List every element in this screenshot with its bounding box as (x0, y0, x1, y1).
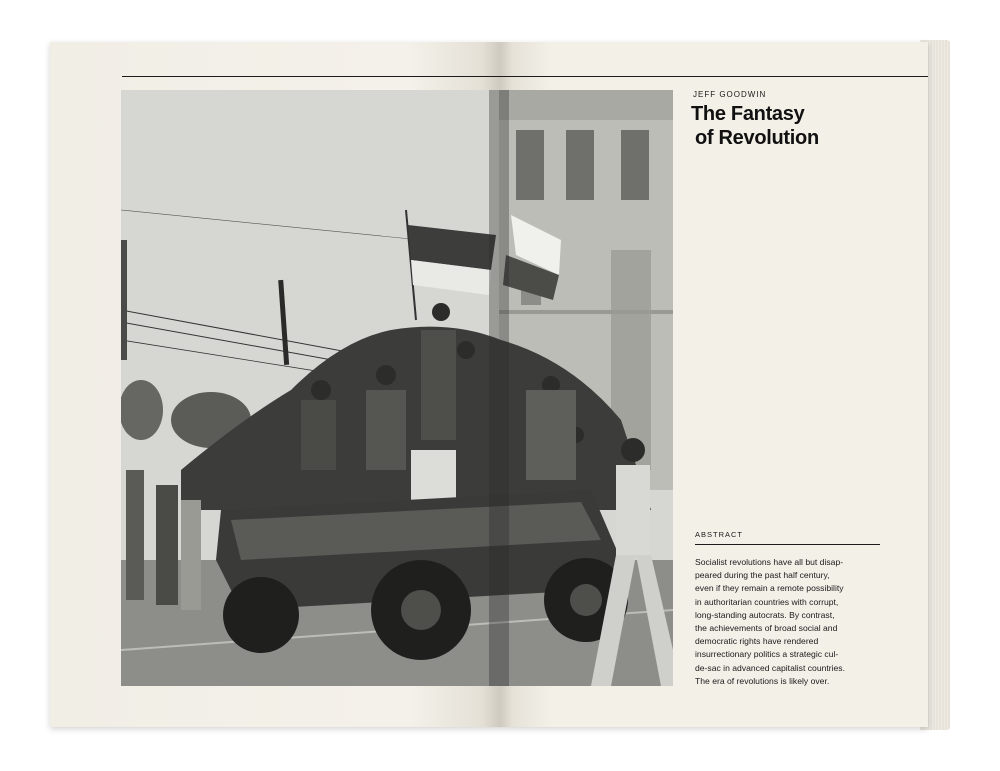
abstract-line: long-standing autocrats. By contrast, (695, 609, 835, 620)
top-rule (122, 76, 928, 77)
abstract-label: ABSTRACT (695, 530, 744, 539)
abstract-line: democratic rights have rendered (695, 636, 819, 647)
abstract-line: insurrectionary politics a strategic cul- (695, 649, 839, 660)
title-line: The Fantasy (691, 103, 805, 125)
author-name: JEFF GOODWIN (693, 90, 767, 99)
title-line: of Revolution (695, 127, 819, 149)
article-title (691, 102, 891, 150)
photo-illustration (121, 90, 673, 686)
abstract-line: Socialist revolutions have all but disap- (695, 557, 844, 567)
photo-crowd-on-armored-vehicle (121, 90, 673, 686)
abstract-line: peared during the past half century, (695, 570, 830, 581)
abstract-line: in authoritarian countries with corrupt, (695, 596, 839, 607)
abstract-text (695, 556, 885, 688)
abstract-line: the achievements of broad social and (695, 623, 838, 634)
abstract-line: The era of revolutions is likely over. (695, 675, 830, 686)
abstract-rule (695, 544, 880, 545)
open-book (50, 42, 928, 727)
abstract-line: de-sac in advanced capitalist countries. (695, 662, 845, 673)
abstract-line: even if they remain a remote possibility (695, 583, 844, 594)
